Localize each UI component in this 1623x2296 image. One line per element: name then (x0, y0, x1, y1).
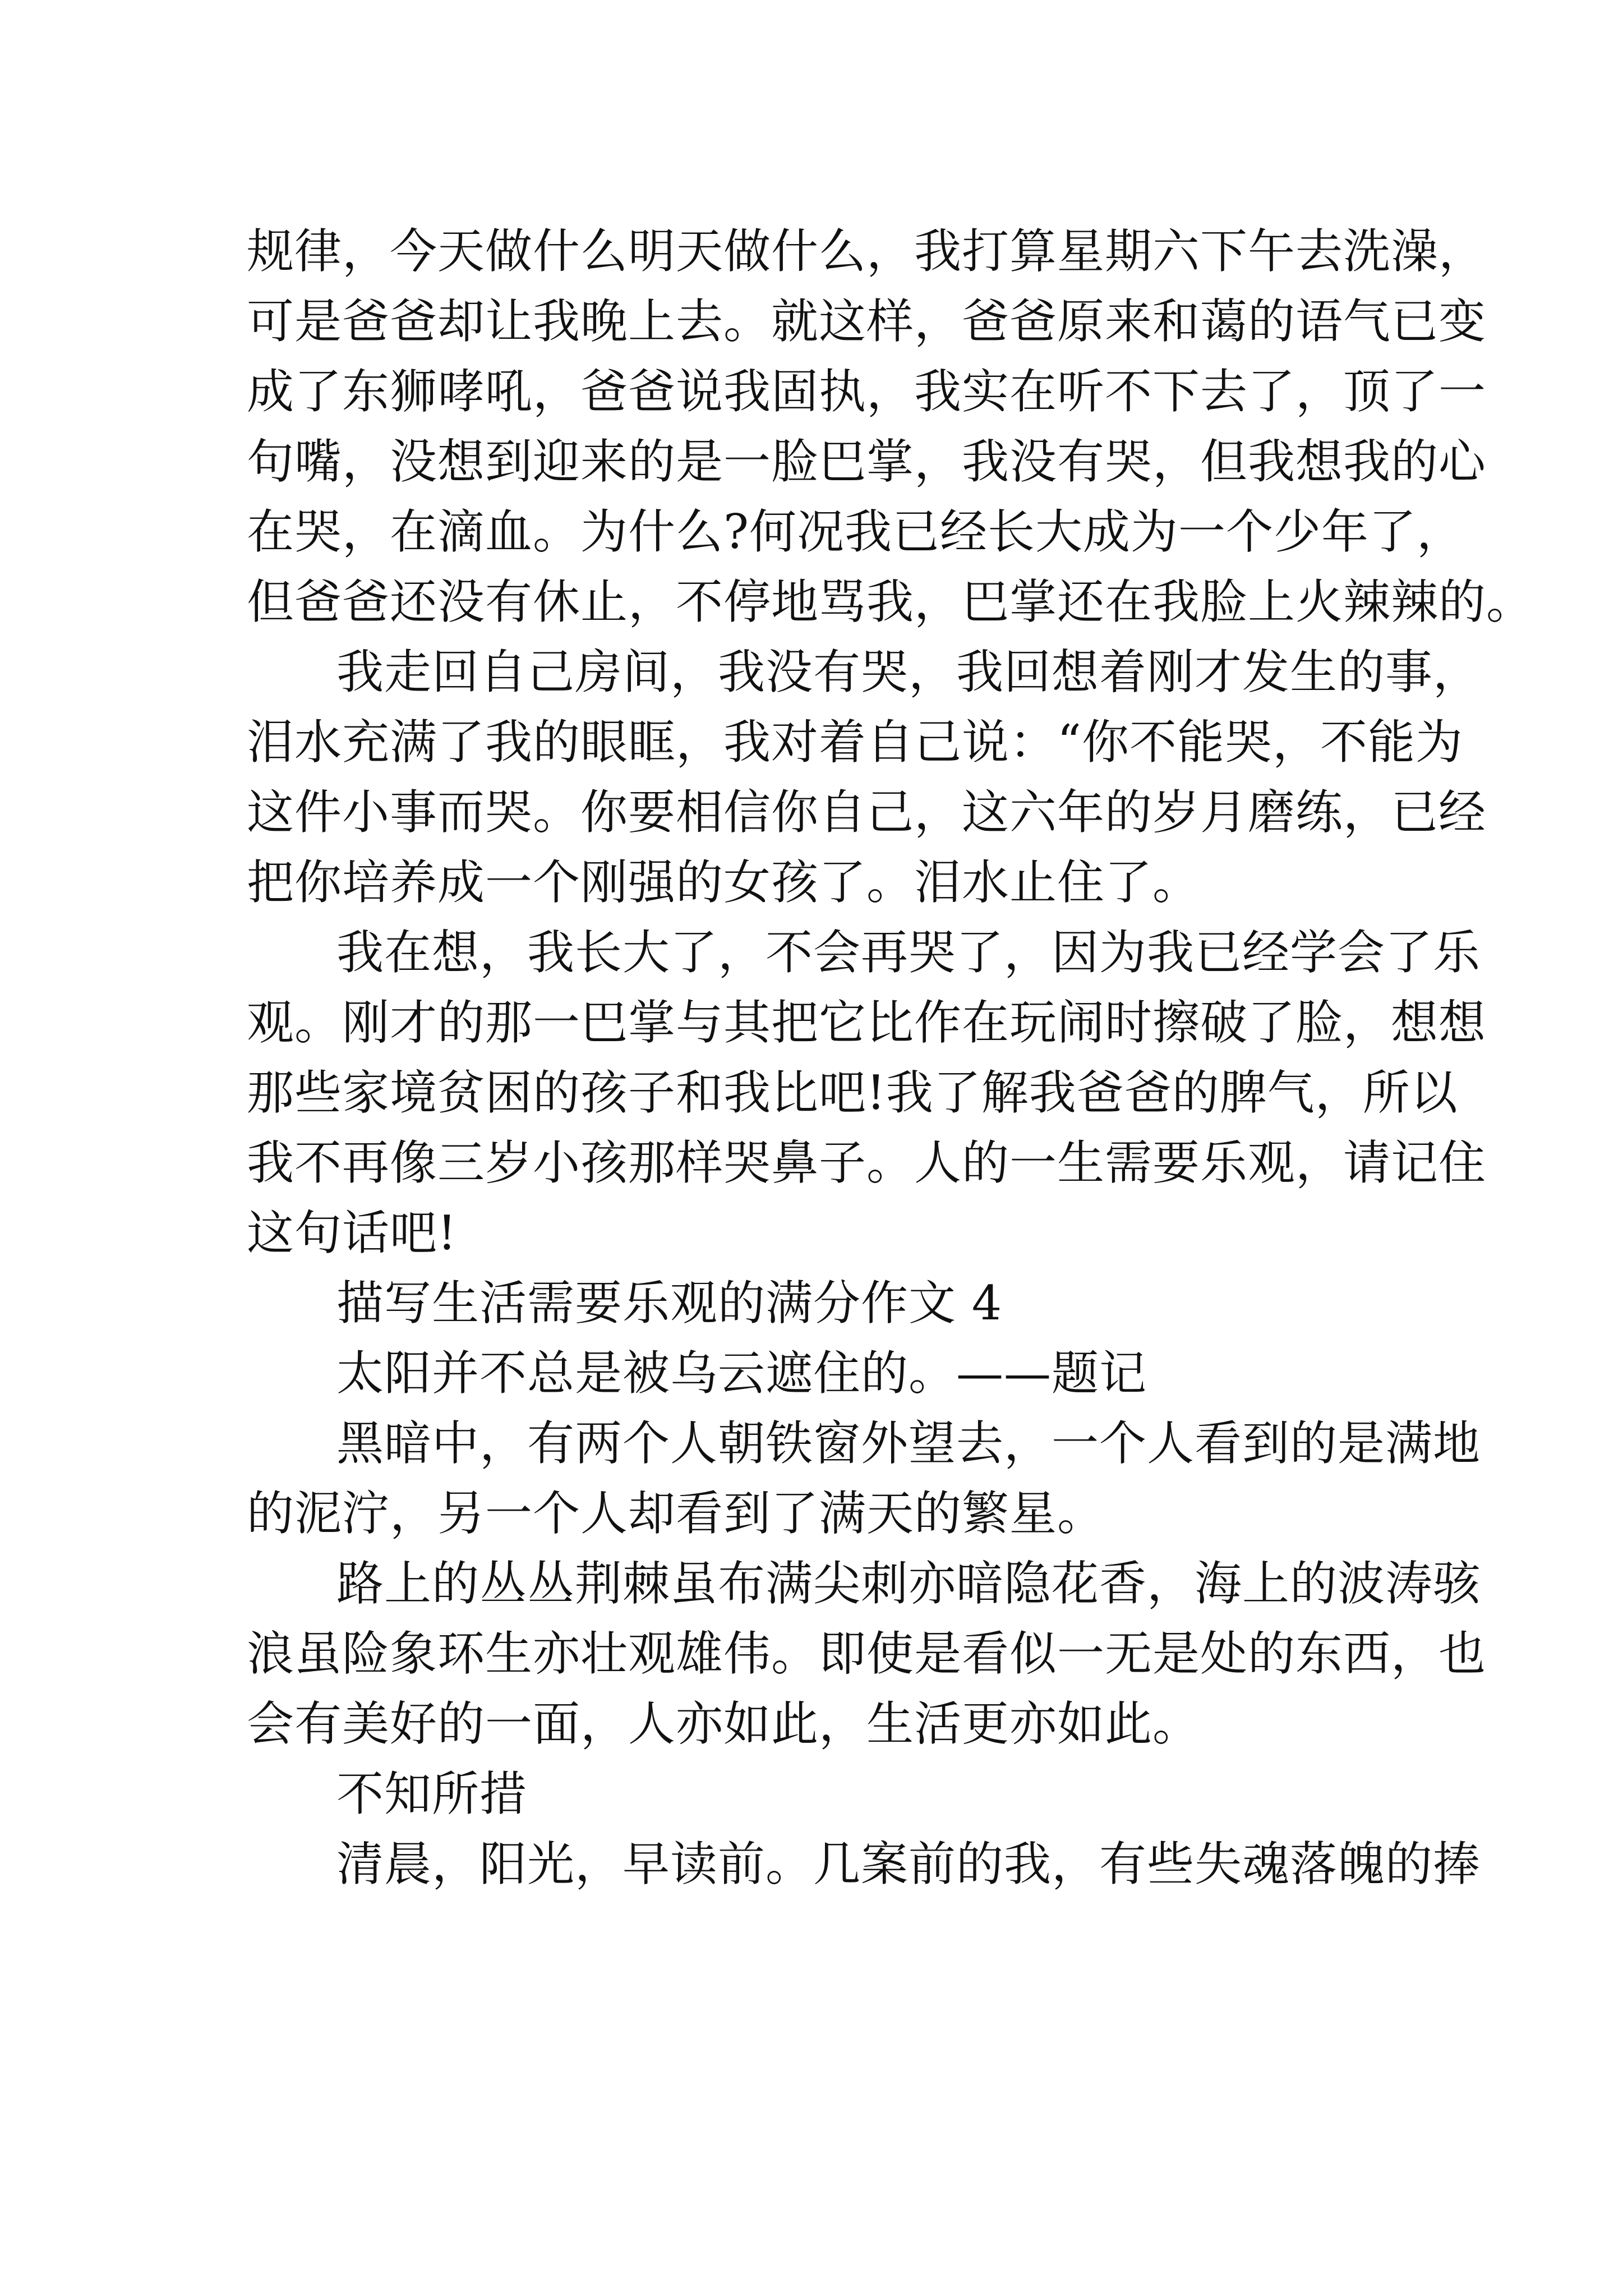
text-line: 可是爸爸却让我晚上去。就这样，爸爸原来和蔼的语气已变 (247, 294, 1487, 349)
text-line: 的泥泞，另一个人却看到了满天的繁星。 (247, 1486, 1105, 1541)
paragraph-start-line: 清晨，阳光，早读前。几案前的我，有些失魂落魄的捧 (336, 1837, 1481, 1892)
epigraph: 太阳并不总是被乌云遮住的。——题记 (336, 1346, 1147, 1401)
text-line: 句嘴，没想到迎来的是一脸巴掌，我没有哭，但我想我的心 (247, 434, 1487, 489)
text-line: 浪虽险象环生亦壮观雄伟。即使是看似一无是处的东西，也 (247, 1626, 1487, 1681)
text-line: 规律，今天做什么明天做什么，我打算星期六下午去洗澡， (247, 224, 1487, 279)
text-line: 这句话吧! (247, 1205, 457, 1260)
text-line: 这件小事而哭。你要相信你自己，这六年的岁月磨练，已经 (247, 785, 1487, 840)
section-title: 描写生活需要乐观的满分作文 4 (336, 1276, 1003, 1331)
text-line: 成了东狮哮吼，爸爸说我固执，我实在听不下去了，顶了一 (247, 364, 1487, 419)
text-line: 但爸爸还没有休止，不停地骂我，巴掌还在我脸上火辣辣的。 (247, 574, 1534, 629)
text-line: 在哭，在滴血。为什么?何况我已经长大成为一个少年了， (247, 504, 1465, 559)
paragraph-start-line: 路上的丛丛荆棘虽布满尖刺亦暗隐花香，海上的波涛骇 (336, 1556, 1481, 1611)
text-line: 我不再像三岁小孩那样哭鼻子。人的一生需要乐观，请记住 (247, 1135, 1487, 1190)
subheading: 不知所措 (336, 1766, 528, 1821)
paragraph-start-line: 我在想，我长大了，不会再哭了，因为我已经学会了乐 (336, 925, 1481, 980)
text-line: 把你培养成一个刚强的女孩了。泪水止住了。 (247, 855, 1201, 910)
paragraph-start-line: 我走回自己房间，我没有哭，我回想着刚才发生的事， (336, 645, 1481, 700)
text-line: 那些家境贫困的孩子和我比吧!我了解我爸爸的脾气，所以 (247, 1065, 1458, 1120)
text-line: 观。刚才的那一巴掌与其把它比作在玩闹时擦破了脸，想想 (247, 995, 1487, 1050)
text-line: 泪水充满了我的眼眶，我对着自己说：“你不能哭，不能为 (247, 715, 1463, 770)
paragraph-start-line: 黑暗中，有两个人朝铁窗外望去，一个人看到的是满地 (336, 1416, 1481, 1471)
text-line: 会有美好的一面，人亦如此，生活更亦如此。 (247, 1696, 1201, 1751)
